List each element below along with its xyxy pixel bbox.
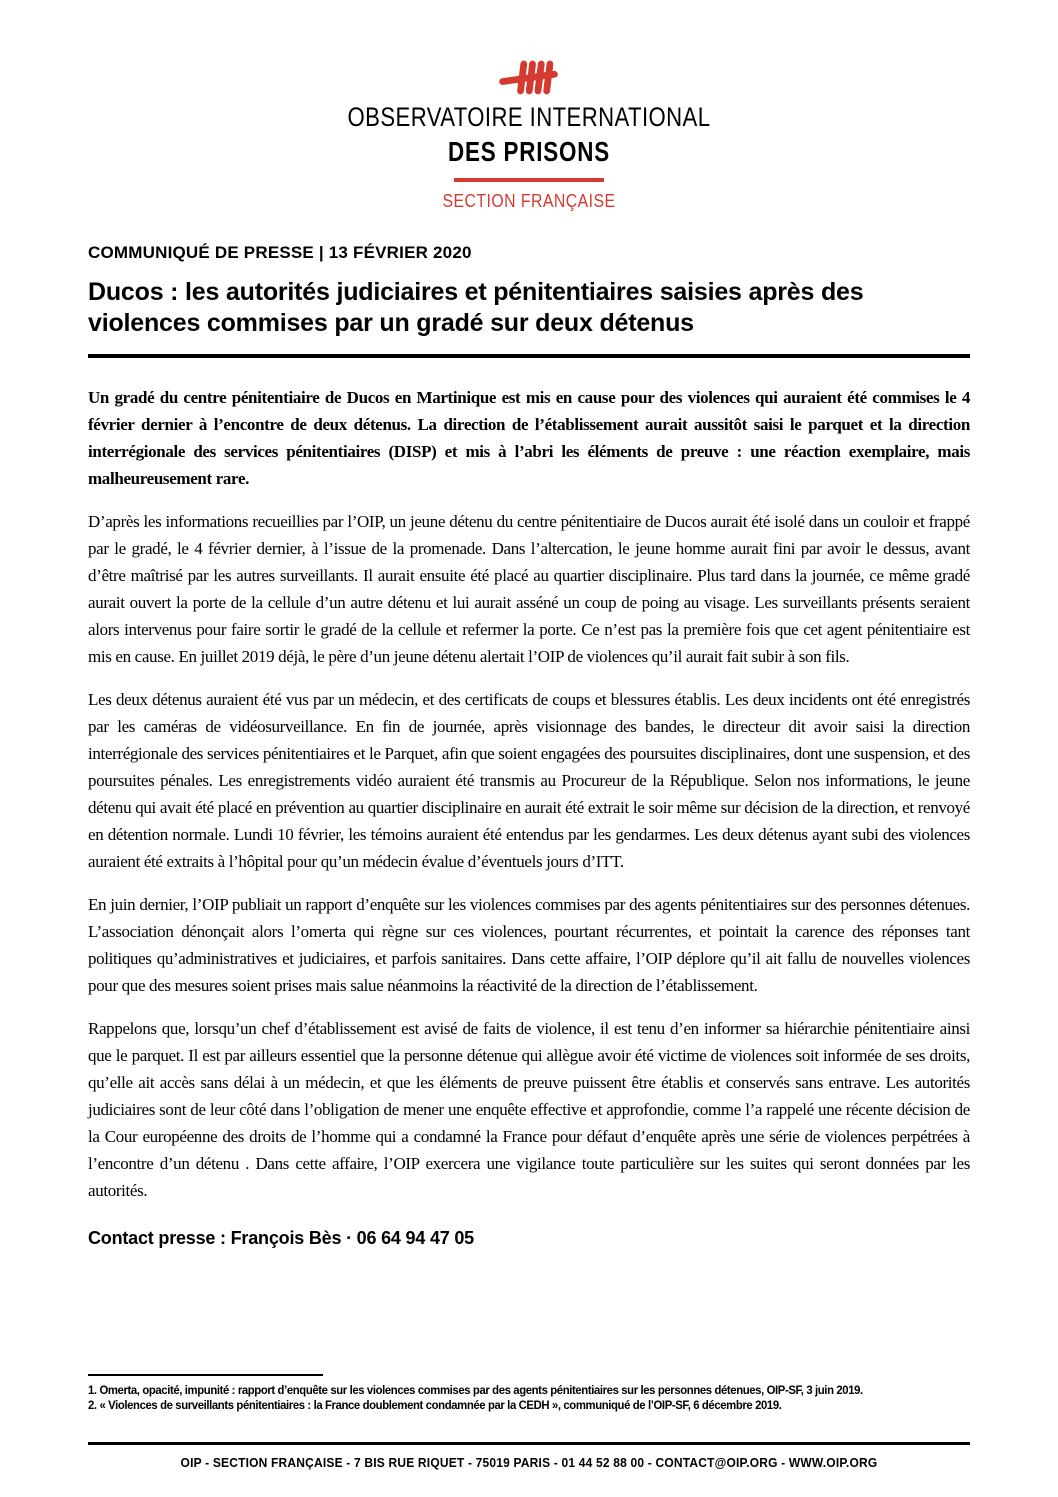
body-paragraph-1: D’après les informations recueillies par l’OIP, un jeune détenu du centre pénitentiaire de Ducos aurait été isolé dans un couloir et frappé par le gradé, le 4 février dernier, à l’issue de la promenade. Dans l’altercation, le jeune homme aurait fini par avoir le dessus, avant d’être maîtrisé par les autres surveillants. Il aurait ensuite été placé au quartier disciplinaire. Plus tard dans la journée, ce même gradé aurait ouvert la porte de la cellule d’un autre détenu et lui aurait asséné un coup de poing au visage. Les surveillants présents seraient alors intervenus pour faire sortir le gradé de la cellule et refermer la porte. Ce n’est pas la première fois que cet agent pénitentiaire est mis en cause. En juillet 2019 déjà, le père d’un jeune détenu alertait l’OIP de violences qu’il aurait fait subir à son fils. [88,512,970,666]
footnotes-section [88,1374,970,1413]
org-name-line2: DES PRISONS [448,136,610,167]
press-contact-line: Contact presse : François Bès · 06 64 94 47 05 [88,1228,474,1248]
footer-address-line: OIP - SECTION FRANÇAISE - 7 BIS RUE RIQUET - 75019 PARIS - 01 44 52 88 00 - CONTACT@OIP.ORG - WWW.OIP.ORG [180,1456,878,1470]
body-paragraph-3: En juin dernier, l’OIP publiait un rapport d’enquête sur les violences commises par des agents pénitentiaires sur des personnes détenues. L’association dénonçait alors l’omerta qui règne sur ces violences, pourtant récurrentes, et pointait la carence des réponses tant politiques qu’administratives et judiciaires, et parfois sanitaires. Dans cette affaire, l’OIP déplore qu’il ait fallu de nouvelles violences pour que des mesures soient prises mais salue néanmoins la réactivité de la direction de l’établissement. [88,895,970,995]
page-footer [88,1442,970,1470]
title-rule [88,354,970,358]
footnote-2: 2. « Violences de surveillants pénitentiaires : la France doublement condamnée par la CEDH », communiqué de l’OIP-SF, 6 décembre 2019. [88,1398,782,1412]
footer-rule [88,1442,970,1445]
footnote-1: 1. Omerta, opacité, impunité : rapport d’enquête sur les violences commises par des agents pénitentiaires sur les personnes détenues, OIP-SF, 3 juin 2019. [88,1383,863,1397]
press-release-title: Ducos : les autorités judiciaires et pénitentiaires saisies après des violences commises par un gradé sur deux détenus [88,278,864,337]
lead-paragraph: Un gradé du centre pénitentiaire de Ducos en Martinique est mis en cause pour des violences qui auraient été commises le 4 février dernier à l’encontre de deux détenus. La direction de l’établissement aurait aussitôt saisi le parquet et la direction interrégionale des services pénitentiaires (DISP) et mis à l’abri les éléments de preuve : une réaction exemplaire, mais malheureusement rare. [88,388,970,488]
press-release-kicker: COMMUNIQUÉ DE PRESSE | 13 FÉVRIER 2020 [88,243,472,262]
section-label: SECTION FRANÇAISE [442,191,616,211]
press-release-body [88,0,970,1249]
org-name-line1: OBSERVATOIRE INTERNATIONAL [347,102,711,132]
footnote-separator-rule [88,1374,323,1376]
body-paragraph-2: Les deux détenus auraient été vus par un médecin, et des certificats de coups et blessures établis. Les deux incidents ont été enregistrés par les caméras de vidéosurveillance. En fin de journée, après visionnage des bandes, le directeur dit avoir saisi la direction interrégionale des services pénitentiaires et le Parquet, afin que soient engagées des poursuites disciplinaires, dont une suspension, et des poursuites pénales. Les enregistrements vidéo auraient été transmis au Procureur de la République. Selon nos informations, le jeune détenu qui avait été placé en prévention au quartier disciplinaire en aurait été extrait le soir même sur décision de la direction, et renvoyé en détention normale. Lundi 10 février, les témoins auraient été entendus par les gendarmes. Les deux détenus ayant subi des violences auraient été extraits à l’hôpital pour qu’un médecin évalue d’éventuels jours d’ITT. [88,690,970,871]
body-paragraph-4: Rappelons que, lorsqu’un chef d’établissement est avisé de faits de violence, il est tenu d’en informer sa hiérarchie pénitentiaire ainsi que le parquet. Il est par ailleurs essentiel que la personne détenue qui allègue avoir été victime de violences soit informée de ses droits, qu’elle ait accès sans délai à un médecin, et que les éléments de preuve puissent être établis et conservés sans entrave. Les autorités judiciaires sont de leur côté dans l’obligation de mener une enquête effective et approfondie, comme l’a rappelé une récente décision de la Cour européenne des droits de l’homme qui a condamné la France pour défaut d’enquête après une série de violences perpétrées à l’encontre d’un détenu . Dans cette affaire, l’OIP exercera une vigilance toute particulière sur les suites qui seront données par les autorités. [88,1019,970,1200]
